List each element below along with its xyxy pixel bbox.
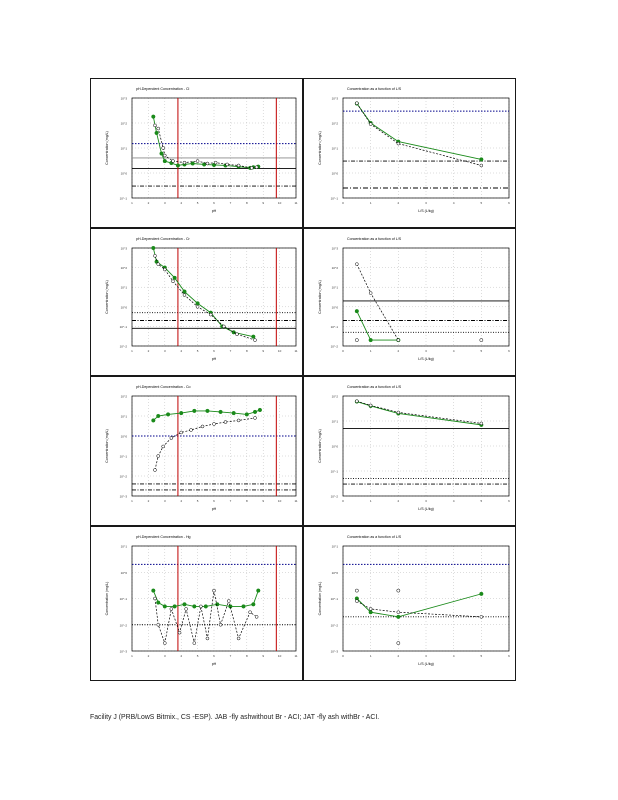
data-point bbox=[480, 338, 483, 341]
data-point bbox=[369, 610, 373, 614]
y-axis-label: Concentration (mg/L) bbox=[105, 429, 109, 463]
x-tick-label: 1 bbox=[369, 499, 372, 503]
y-tick-label: 10^0 bbox=[331, 444, 338, 449]
data-point bbox=[397, 339, 400, 342]
data-point bbox=[162, 445, 165, 448]
data-point bbox=[153, 597, 156, 600]
x-tick-label: 2 bbox=[397, 349, 400, 353]
x-tick-label: 3 bbox=[163, 499, 166, 503]
data-point bbox=[153, 124, 156, 127]
data-point bbox=[480, 164, 483, 167]
data-point bbox=[157, 455, 160, 458]
y-tick-label: 10^2 bbox=[120, 266, 127, 271]
y-tick-label: 10^2 bbox=[120, 394, 127, 399]
y-tick-label: 10^0 bbox=[120, 434, 127, 439]
data-point bbox=[253, 410, 257, 414]
x-tick-label: 7 bbox=[229, 499, 232, 503]
x-tick-label: 4 bbox=[452, 349, 455, 353]
data-point bbox=[480, 422, 483, 425]
x-tick-label: 5 bbox=[480, 499, 483, 503]
x-tick-label: 9 bbox=[262, 201, 265, 205]
chart-panel-5 bbox=[91, 377, 303, 526]
data-point bbox=[369, 404, 372, 407]
data-point bbox=[163, 159, 167, 163]
data-point bbox=[369, 123, 372, 126]
y-tick-label: 10^2 bbox=[331, 121, 338, 126]
panel-border bbox=[304, 527, 516, 681]
y-tick-label: 10^-3 bbox=[119, 649, 127, 654]
data-point bbox=[255, 615, 258, 618]
data-point bbox=[355, 400, 358, 403]
x-tick-label: 8 bbox=[245, 349, 248, 353]
y-axis-label: Concentration (mg/L) bbox=[318, 131, 322, 165]
panel-border bbox=[304, 229, 516, 376]
x-axis-label: L/S (L/kg) bbox=[418, 507, 434, 511]
x-tick-label: 6 bbox=[508, 499, 510, 503]
data-point bbox=[397, 589, 400, 592]
x-tick-label: 10 bbox=[277, 349, 282, 353]
data-point bbox=[235, 333, 238, 336]
data-point bbox=[224, 421, 227, 424]
data-point bbox=[183, 290, 187, 294]
x-tick-label: 4 bbox=[452, 654, 455, 658]
x-tick-label: 5 bbox=[196, 201, 199, 205]
data-point bbox=[163, 605, 167, 609]
data-point bbox=[255, 166, 258, 169]
y-tick-label: 10^2 bbox=[120, 121, 127, 126]
x-tick-label: 0 bbox=[342, 499, 344, 503]
data-point bbox=[355, 589, 358, 592]
data-point bbox=[156, 414, 160, 418]
x-tick-label: 2 bbox=[397, 201, 400, 205]
y-axis-label: Concentration (mg/L) bbox=[105, 131, 109, 165]
y-tick-label: 10^0 bbox=[120, 570, 127, 575]
y-tick-label: 10^3 bbox=[120, 246, 127, 251]
y-tick-label: 10^-1 bbox=[330, 324, 338, 329]
x-tick-label: 3 bbox=[425, 201, 427, 205]
data-point bbox=[190, 428, 193, 431]
data-point bbox=[193, 642, 196, 645]
x-tick-label: 3 bbox=[163, 349, 166, 353]
x-tick-label: 6 bbox=[508, 201, 510, 205]
x-tick-label: 9 bbox=[262, 499, 265, 503]
data-point bbox=[252, 335, 256, 339]
data-point bbox=[152, 419, 156, 423]
data-point bbox=[245, 413, 249, 417]
data-point bbox=[397, 611, 400, 614]
y-tick-label: 10^-3 bbox=[330, 649, 338, 654]
data-point bbox=[156, 601, 160, 605]
y-tick-label: 10^1 bbox=[331, 419, 338, 424]
x-tick-label: 11 bbox=[294, 654, 298, 658]
data-point bbox=[249, 611, 252, 614]
y-tick-label: 10^0 bbox=[331, 305, 338, 310]
x-tick-label: 1 bbox=[131, 499, 133, 503]
data-point bbox=[355, 102, 358, 105]
data-point bbox=[256, 589, 260, 593]
chart-title: pH-Dependent Concentration - Hg bbox=[136, 535, 191, 539]
y-tick-label: 10^-2 bbox=[330, 344, 338, 349]
data-point bbox=[157, 263, 160, 266]
x-tick-label: 0 bbox=[342, 349, 344, 353]
x-tick-label: 7 bbox=[229, 654, 232, 658]
data-point bbox=[160, 152, 164, 156]
x-tick-label: 5 bbox=[196, 349, 199, 353]
data-point bbox=[254, 416, 257, 419]
data-point bbox=[153, 468, 156, 471]
data-point bbox=[355, 263, 358, 266]
data-point bbox=[355, 338, 358, 341]
chart-title: pH-Dependent Concentration - Co bbox=[136, 385, 191, 389]
x-tick-label: 8 bbox=[245, 201, 248, 205]
y-tick-label: 10^-2 bbox=[119, 474, 127, 479]
data-point bbox=[369, 338, 373, 342]
x-tick-label: 1 bbox=[369, 349, 372, 353]
data-point bbox=[183, 603, 187, 607]
data-point bbox=[196, 160, 199, 163]
data-point bbox=[237, 637, 240, 640]
panel-border bbox=[304, 377, 516, 526]
data-point bbox=[196, 302, 200, 306]
y-tick-label: 10^0 bbox=[120, 305, 127, 310]
y-tick-label: 10^3 bbox=[331, 96, 338, 101]
y-axis-label: Concentration (mg/L) bbox=[318, 280, 322, 314]
panel-border bbox=[304, 79, 516, 228]
chart-panel-2 bbox=[304, 79, 516, 228]
y-tick-label: 10^1 bbox=[120, 146, 127, 151]
y-tick-label: 10^0 bbox=[331, 570, 338, 575]
data-point bbox=[252, 603, 256, 607]
y-axis-label: Concentration (mg/L) bbox=[318, 581, 322, 616]
x-tick-label: 8 bbox=[245, 654, 248, 658]
y-axis-label: Concentration (mg/L) bbox=[318, 429, 322, 463]
y-tick-label: 10^-1 bbox=[119, 196, 127, 201]
y-tick-label: 10^-1 bbox=[119, 324, 127, 329]
chart-title: pH-Dependent Concentration - Cl bbox=[136, 87, 190, 91]
x-tick-label: 11 bbox=[294, 349, 298, 353]
data-point bbox=[201, 425, 204, 428]
y-tick-label: 10^1 bbox=[331, 544, 338, 549]
data-point bbox=[155, 131, 159, 135]
x-tick-label: 1 bbox=[369, 201, 372, 205]
chart-panel-6 bbox=[304, 377, 516, 526]
data-point bbox=[369, 607, 372, 610]
data-point bbox=[193, 605, 197, 609]
x-tick-label: 4 bbox=[452, 201, 455, 205]
x-tick-label: 11 bbox=[294, 201, 298, 205]
x-axis-label: pH bbox=[211, 209, 217, 213]
data-point bbox=[237, 419, 240, 422]
data-point bbox=[183, 293, 186, 296]
x-tick-label: 6 bbox=[213, 654, 215, 658]
data-point bbox=[162, 147, 165, 150]
data-point bbox=[480, 615, 483, 618]
data-point bbox=[355, 600, 358, 603]
y-tick-label: 10^-2 bbox=[119, 344, 127, 349]
x-tick-label: 1 bbox=[131, 349, 133, 353]
x-tick-label: 3 bbox=[163, 201, 166, 205]
x-tick-label: 2 bbox=[397, 499, 400, 503]
data-point bbox=[206, 637, 209, 640]
data-point bbox=[206, 409, 210, 413]
y-tick-label: 10^-2 bbox=[330, 494, 338, 499]
data-point bbox=[176, 164, 180, 168]
data-point bbox=[242, 605, 246, 609]
x-tick-label: 5 bbox=[480, 654, 483, 658]
data-point bbox=[226, 163, 229, 166]
data-point bbox=[258, 408, 262, 412]
data-point bbox=[214, 161, 217, 164]
y-tick-label: 10^-1 bbox=[330, 597, 338, 601]
data-point bbox=[152, 246, 156, 250]
y-tick-label: 10^3 bbox=[331, 246, 338, 251]
y-tick-label: 10^-3 bbox=[119, 494, 127, 499]
x-tick-label: 5 bbox=[480, 201, 483, 205]
y-tick-label: 10^1 bbox=[120, 544, 127, 549]
data-point bbox=[209, 313, 212, 316]
chart-panel-8 bbox=[304, 527, 516, 681]
data-point bbox=[219, 410, 223, 414]
y-tick-label: 10^1 bbox=[120, 285, 127, 290]
data-point bbox=[237, 164, 240, 167]
y-tick-label: 10^1 bbox=[331, 285, 338, 290]
data-point bbox=[157, 127, 160, 130]
data-point bbox=[397, 615, 401, 619]
y-tick-label: 10^1 bbox=[120, 414, 127, 419]
data-point bbox=[172, 280, 175, 283]
y-axis-label: Concentration (mg/L) bbox=[105, 280, 109, 314]
x-tick-label: 1 bbox=[369, 654, 372, 658]
chart-title: Concentration as a function of L/S bbox=[347, 237, 402, 241]
data-point bbox=[213, 589, 216, 592]
data-point bbox=[206, 162, 209, 165]
figure-caption: Facility J (PRB/LowS Bitmix., CS -ESP). JAB -fly ashwithout Br - ACI; JAT -fly ash withBr - ACI. bbox=[90, 712, 380, 721]
x-tick-label: 5 bbox=[196, 654, 199, 658]
x-tick-label: 10 bbox=[277, 201, 282, 205]
panel-border bbox=[91, 377, 303, 526]
panel-border bbox=[91, 79, 303, 228]
x-tick-label: 4 bbox=[180, 201, 183, 205]
x-tick-label: 7 bbox=[229, 201, 232, 205]
chart-panel-1 bbox=[91, 79, 303, 228]
x-tick-label: 9 bbox=[262, 654, 265, 658]
x-tick-label: 4 bbox=[180, 654, 183, 658]
y-tick-label: 10^2 bbox=[331, 266, 338, 271]
data-point bbox=[397, 641, 400, 644]
chart-title: Concentration as a function of L/S bbox=[347, 87, 402, 91]
data-point bbox=[152, 115, 156, 119]
x-tick-label: 2 bbox=[147, 499, 150, 503]
data-point bbox=[215, 603, 219, 607]
data-point bbox=[397, 142, 400, 145]
data-point bbox=[480, 158, 484, 162]
data-point bbox=[480, 592, 484, 596]
figure-panels bbox=[90, 78, 516, 681]
data-point bbox=[163, 642, 166, 645]
x-tick-label: 6 bbox=[508, 349, 510, 353]
data-point bbox=[369, 292, 372, 295]
data-point bbox=[183, 161, 186, 164]
x-axis-label: pH bbox=[211, 357, 217, 361]
y-tick-label: 10^-1 bbox=[119, 454, 127, 459]
x-tick-label: 5 bbox=[480, 349, 483, 353]
x-tick-label: 6 bbox=[213, 499, 215, 503]
x-axis-label: L/S (L/kg) bbox=[418, 209, 434, 213]
data-point bbox=[397, 411, 400, 414]
x-tick-label: 3 bbox=[425, 499, 427, 503]
y-tick-label: 10^-2 bbox=[119, 623, 127, 628]
y-tick-label: 10^-1 bbox=[330, 196, 338, 201]
data-point bbox=[163, 154, 166, 157]
x-tick-label: 11 bbox=[294, 499, 298, 503]
data-point bbox=[232, 411, 236, 415]
data-point bbox=[355, 309, 359, 313]
chart-panel-3 bbox=[91, 229, 303, 376]
data-point bbox=[178, 631, 181, 634]
y-tick-label: 10^-1 bbox=[330, 469, 338, 474]
x-tick-label: 0 bbox=[342, 654, 344, 658]
x-tick-label: 2 bbox=[397, 654, 400, 658]
data-point bbox=[219, 623, 222, 626]
y-tick-label: 10^1 bbox=[331, 146, 338, 151]
data-point bbox=[204, 605, 208, 609]
x-tick-label: 7 bbox=[229, 349, 232, 353]
y-tick-label: 10^0 bbox=[331, 171, 338, 176]
data-point bbox=[222, 325, 225, 328]
chart-panel-7 bbox=[91, 527, 303, 681]
chart-title: pH-Dependent Concentration - Cr bbox=[136, 237, 190, 241]
data-point bbox=[173, 276, 177, 280]
x-tick-label: 2 bbox=[147, 349, 150, 353]
x-axis-label: L/S (L/kg) bbox=[418, 662, 434, 666]
data-point bbox=[166, 413, 170, 417]
data-point bbox=[172, 160, 175, 163]
x-axis-label: pH bbox=[211, 507, 217, 511]
x-tick-label: 6 bbox=[213, 349, 215, 353]
x-tick-label: 1 bbox=[131, 654, 133, 658]
y-tick-label: 10^-1 bbox=[119, 597, 127, 601]
y-tick-label: 10^3 bbox=[120, 96, 127, 101]
x-tick-label: 6 bbox=[213, 201, 215, 205]
x-axis-label: pH bbox=[211, 662, 217, 666]
x-tick-label: 3 bbox=[163, 654, 166, 658]
x-tick-label: 1 bbox=[131, 201, 133, 205]
data-point bbox=[191, 162, 195, 166]
x-tick-label: 6 bbox=[508, 654, 510, 658]
x-tick-label: 3 bbox=[425, 349, 427, 353]
data-point bbox=[180, 431, 183, 434]
x-tick-label: 3 bbox=[425, 654, 427, 658]
data-point bbox=[185, 607, 188, 610]
x-tick-label: 2 bbox=[147, 654, 150, 658]
data-point bbox=[196, 305, 199, 308]
y-tick-label: 10^2 bbox=[331, 394, 338, 399]
y-tick-label: 10^-2 bbox=[330, 623, 338, 628]
x-tick-label: 2 bbox=[147, 201, 150, 205]
data-point bbox=[173, 605, 177, 609]
x-tick-label: 4 bbox=[180, 499, 183, 503]
x-tick-label: 8 bbox=[245, 499, 248, 503]
chart-panel-4 bbox=[304, 229, 516, 376]
x-tick-label: 5 bbox=[196, 499, 199, 503]
x-axis-label: L/S (L/kg) bbox=[418, 357, 434, 361]
data-point bbox=[232, 331, 236, 335]
data-point bbox=[153, 254, 156, 257]
data-point bbox=[227, 600, 230, 603]
x-tick-label: 4 bbox=[452, 499, 455, 503]
chart-title: Concentration as a function of L/S bbox=[347, 385, 402, 389]
data-point bbox=[179, 411, 183, 415]
x-tick-label: 4 bbox=[180, 349, 183, 353]
data-point bbox=[170, 607, 173, 610]
data-point bbox=[170, 436, 173, 439]
x-tick-label: 0 bbox=[342, 201, 344, 205]
data-point bbox=[199, 605, 202, 608]
x-tick-label: 10 bbox=[277, 654, 282, 658]
y-axis-label: Concentration (mg/L) bbox=[105, 581, 109, 616]
x-tick-label: 9 bbox=[262, 349, 265, 353]
data-point bbox=[254, 339, 257, 342]
data-point bbox=[250, 166, 253, 169]
y-tick-label: 10^0 bbox=[120, 171, 127, 176]
data-point bbox=[193, 409, 197, 413]
data-point bbox=[157, 623, 160, 626]
chart-title: Concentration as a function of L/S bbox=[347, 535, 402, 539]
data-point bbox=[213, 422, 216, 425]
x-tick-label: 10 bbox=[277, 499, 282, 503]
data-point bbox=[163, 268, 166, 271]
data-point bbox=[152, 589, 156, 593]
